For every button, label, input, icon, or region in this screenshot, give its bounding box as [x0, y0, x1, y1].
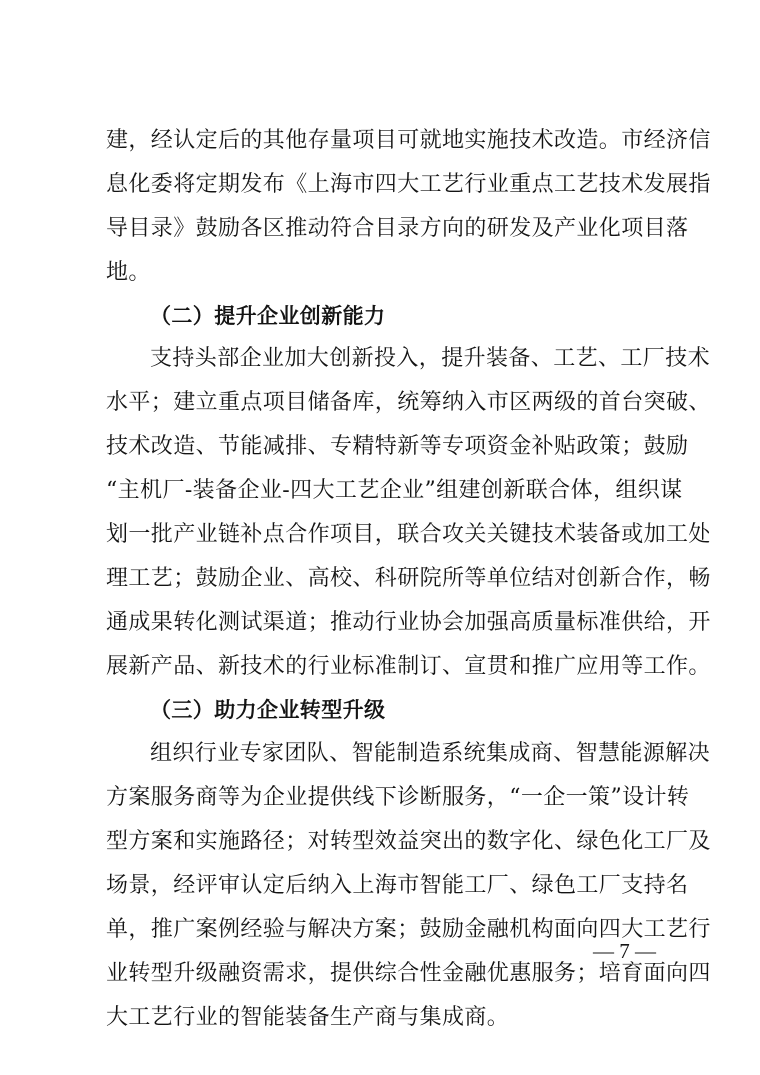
body-line: 息化委将定期发布《上海市四大工艺行业重点工艺技术发展指: [106, 172, 711, 197]
body-line: 场景，经评审认定后纳入上海市智能工厂、绿色工厂支持名: [106, 873, 689, 898]
body-line: 划一批产业链补点合作项目，联合攻关关键技术装备或加工处: [106, 522, 711, 547]
body-line: 导目录》鼓励各区推动符合目录方向的研发及产业化项目落: [106, 216, 689, 241]
body-line: 支持头部企业加大创新投入，提升装备、工艺、工厂技术: [150, 346, 711, 371]
body-line: 地。: [106, 260, 151, 285]
body-line: 技术改造、节能减排、专精特新等专项资金补贴政策；鼓励: [106, 434, 689, 459]
body-line: 展新产品、新技术的行业标准制订、宣贯和推广应用等工作。: [106, 654, 711, 679]
body-line: 单，推广案例经验与解决方案；鼓励金融机构面向四大工艺行: [106, 917, 711, 942]
section-heading: （二）提升企业创新能力: [150, 304, 386, 328]
body-line: 理工艺；鼓励企业、高校、科研院所等单位结对创新合作，畅: [106, 566, 711, 591]
section-heading: （三）助力企业转型升级: [150, 698, 386, 722]
body-line: 通成果转化测试渠道；推动行业协会加强高质量标准供给，开: [106, 610, 711, 635]
body-line: 水平；建立重点项目储备库，统筹纳入市区两级的首台突破、: [106, 390, 711, 415]
body-line: 型方案和实施路径；对转型效益突出的数字化、绿色化工厂及: [106, 829, 711, 854]
body-line: 业转型升级融资需求，提供综合性金融优惠服务；培育面向四: [106, 961, 711, 986]
body-line: “主机厂-装备企业-四大工艺企业”组建创新联合体，组织谋: [106, 478, 683, 503]
body-line: 建，经认定后的其他存量项目可就地实施技术改造。市经济信: [106, 128, 711, 153]
page-number: — 7 —: [593, 939, 656, 963]
body-line: 组织行业专家团队、智能制造系统集成商、智慧能源解决: [150, 741, 711, 766]
body-line: 方案服务商等为企业提供线下诊断服务，“一企一策”设计转: [106, 785, 690, 810]
body-line: 大工艺行业的智能装备生产商与集成商。: [106, 1005, 510, 1030]
